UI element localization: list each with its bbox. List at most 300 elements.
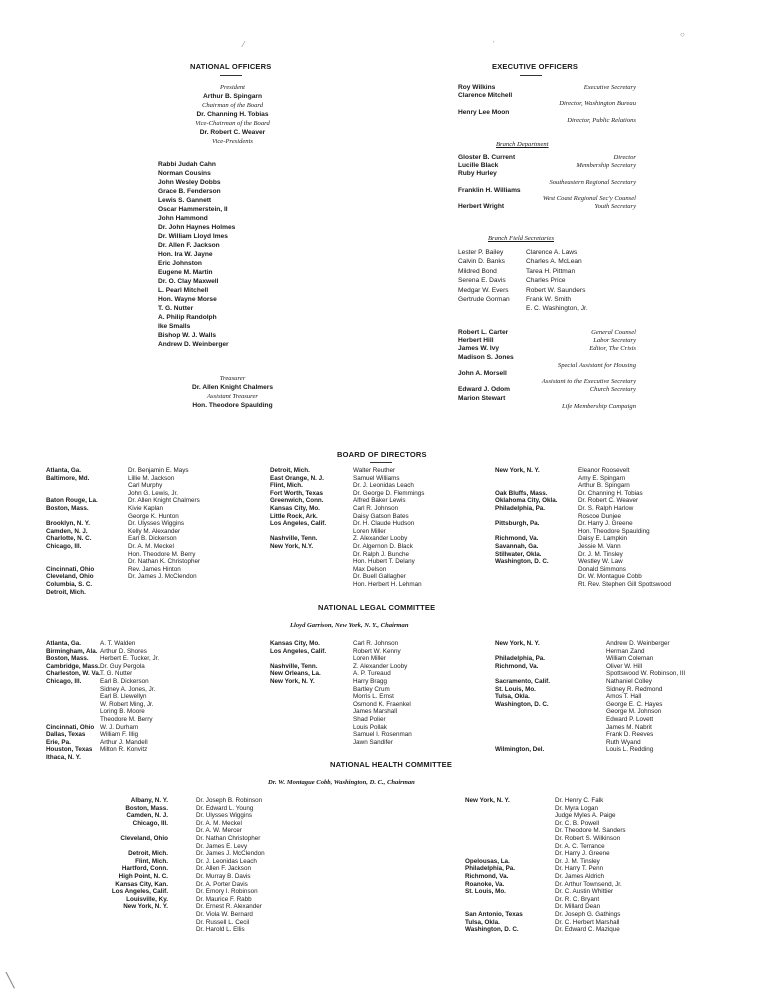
vice-president-name: Eric Johnston (158, 260, 202, 267)
legal-cities-1 (46, 640, 101, 762)
divider (370, 462, 392, 463)
board-names-1 (128, 467, 200, 581)
city-label: Kansas City, Kan. (115, 880, 168, 888)
city-label: Brooklyn, N. Y. (46, 520, 90, 528)
city-label: Cleveland, Ohio (120, 834, 168, 842)
city-label: Fort Worth, Texas (270, 489, 323, 497)
city-label: Camden, N. J. (46, 527, 88, 535)
city-label: St. Louis, Mo. (465, 888, 506, 896)
vice-presidents-list (158, 160, 235, 349)
scan-mark: ˏ (492, 34, 495, 43)
exec-row (458, 83, 636, 91)
city-label (106, 827, 168, 835)
officer-title: Membership Secretary (576, 162, 636, 170)
city-label: Wilmington, Del. (495, 746, 545, 754)
city-label (495, 739, 550, 747)
health-names-2 (555, 797, 626, 934)
member-name: Morris L. Ernst (353, 693, 394, 701)
member-name: Dr. Theodore M. Sanders (555, 827, 626, 835)
officer-title: Director (613, 154, 636, 161)
exec-row (458, 369, 636, 377)
city-label (495, 724, 550, 732)
city-label: New York, N. Y. (495, 467, 540, 474)
officer-title: Labor Secretary (593, 337, 636, 345)
city-label (106, 843, 168, 851)
member-name: Dr. Emory I. Robinson (196, 888, 258, 896)
member-name: Dr. Harry J. Greene (578, 520, 633, 528)
member-name: Dr. James J. McClendon (128, 573, 197, 581)
member-name: Dr. Ulysses Wiggins (128, 520, 184, 528)
city-label: Philadelphia, Pa. (465, 865, 516, 873)
city-label: Philadelphia, Pa. (495, 655, 546, 663)
officer-title: Director, Washington Bureau (559, 100, 636, 108)
field-secretary-name: Serena E. Davis (458, 277, 506, 285)
officer-name: John A. Morsell (458, 369, 507, 377)
member-name: W. Robert Ming, Jr. (100, 700, 154, 708)
member-name: Daisy E. Lampkin (578, 535, 627, 543)
vice-president-name: Norman Cousins (158, 170, 211, 177)
member-name: Daisy Gatson Bates (353, 512, 409, 520)
city-label: High Point, N. C. (118, 872, 168, 880)
city-label: New York, N. Y. (270, 677, 315, 685)
exec-row (458, 353, 636, 361)
city-label: Greenwich, Conn. (270, 497, 324, 505)
member-name: Dr. R. C. Bryant (555, 895, 600, 903)
city-label: Los Angeles, Calif. (270, 520, 327, 528)
board-cities-3 (495, 467, 558, 566)
vice-president-name: Dr. John Haynes Holmes (158, 224, 236, 231)
member-name: Jessie M. Vann (578, 542, 621, 550)
member-name: W. J. Durham (100, 723, 139, 731)
member-name: Herman Zand (606, 647, 645, 655)
officer-title: Life Membership Campaign (562, 402, 636, 410)
member-name: Dr. Edward C. Mazique (555, 926, 620, 934)
member-name: Loring B. Moore (100, 708, 145, 716)
member-name: Frank D. Reeves (606, 731, 654, 739)
city-label: Detroit, Mich. (270, 467, 310, 474)
legal-names-2 (353, 640, 412, 746)
vice-president-name: Ike Smalls (158, 323, 191, 330)
member-name: Dr. Ernest R. Alexander (196, 903, 262, 911)
member-name: Dr. Edward L. Young (196, 804, 254, 812)
officer-title: Editor, The Crisis (589, 345, 636, 353)
legal-names-3 (606, 640, 685, 754)
member-name: Donald Simmons (578, 565, 626, 573)
member-name: Dr. Harold L. Ellis (196, 926, 245, 934)
city-label: Boston, Mass. (125, 804, 168, 812)
vice-president-name: Dr. William Lloyd Imes (158, 233, 228, 240)
vice-president-name: Lewis S. Gannett (158, 197, 212, 204)
national-officers-heading: NATIONAL OFFICERS (190, 62, 272, 71)
member-name: Dr. Joseph G. Gathings (555, 910, 621, 918)
member-name: Dr. C. B. Powell (555, 819, 600, 827)
city-label (46, 490, 98, 498)
city-label: Kansas City, Mo. (270, 504, 320, 512)
city-label (46, 558, 98, 566)
member-name: Carl R. Johnson (353, 640, 399, 647)
city-label (46, 708, 101, 716)
field-secretaries-heading: Branch Field Secretaries (488, 235, 555, 242)
officer-name: Henry Lee Moon (458, 108, 510, 116)
city-label (46, 701, 101, 709)
member-name: George K. Hunton (128, 512, 179, 520)
city-label: Birmingham, Ala. (46, 647, 98, 655)
legal-cities-3 (495, 640, 550, 754)
member-name: Dr. Millard Dean (555, 903, 601, 911)
officer-name: Gloster B. Current (458, 154, 516, 161)
member-name: Sidney R. Redmond (606, 685, 663, 693)
city-label: Charlotte, N. C. (46, 535, 92, 543)
member-name: Dr. A. M. Meckel (196, 819, 242, 827)
member-name: Harry Bragg (353, 677, 387, 685)
city-label (495, 708, 550, 716)
exec-row (458, 161, 636, 169)
member-name: Dr. H. Claude Hudson (353, 520, 415, 528)
officer-title: President (219, 84, 246, 91)
legal-names-1 (100, 640, 159, 754)
field-secretary-name: Medgar W. Evers (458, 286, 509, 294)
officer-name: Madison S. Jones (458, 353, 514, 361)
field-row (458, 257, 636, 266)
member-name: Lillie M. Jackson (128, 474, 175, 482)
city-label (465, 903, 523, 911)
national-officers-block (150, 83, 315, 146)
exec-row (458, 361, 636, 369)
city-label: Sacramento, Calif. (495, 677, 550, 685)
vice-president-name: A. Philip Randolph (158, 314, 217, 321)
board-cities-2 (270, 467, 326, 551)
executive-officers-heading: EXECUTIVE OFFICERS (492, 62, 579, 71)
member-name: George E. C. Hayes (606, 700, 663, 708)
city-label: Washington, D. C. (495, 700, 549, 708)
member-name: Edward P. Lovett (606, 715, 654, 723)
city-label: New York, N.Y. (270, 542, 314, 550)
member-name: Dr. Russell L. Cecil (196, 918, 250, 926)
member-name: Dr. Ralph J. Bunche (353, 550, 410, 558)
field-row (458, 286, 636, 295)
city-label: Cambridge, Mass. (46, 662, 100, 670)
field-row (458, 295, 636, 304)
member-name: Dr. Murray B. Davis (196, 872, 251, 880)
city-label: Tulsa, Okla. (495, 693, 530, 701)
member-name: Jawn Sandifer (353, 738, 393, 746)
member-name: Robert W. Kenny (353, 647, 401, 655)
member-name: Dr. Algernon D. Black (353, 542, 413, 550)
member-name: Louis L. Redding (606, 746, 654, 754)
officer-name: Franklin H. Williams (458, 186, 521, 194)
member-name: Dr. J. M. Tinsley (555, 857, 600, 865)
city-label: Atlanta, Ga. (46, 467, 81, 474)
city-label: Cincinnati, Ohio (46, 723, 95, 731)
member-name: Loren Miller (353, 655, 386, 663)
vice-president-name: T. G. Nutter (158, 305, 194, 312)
officer-title: Assistant to the Executive Secretary (541, 378, 636, 386)
member-name: Dr. Viola W. Bernard (196, 910, 253, 918)
member-name: Dr. Benjamin E. Mays (128, 467, 189, 474)
exec-row (458, 328, 636, 336)
city-label: Opelousas, La. (465, 857, 510, 865)
member-name: Dr. Channing H. Tobias (578, 489, 643, 497)
officer-title: West Coast Regional Sec'y Counsel (542, 194, 636, 202)
city-label: Houston, Texas (46, 746, 93, 754)
city-label: Dallas, Texas (46, 731, 86, 739)
field-secretary-name: Frank W. Smith (526, 295, 572, 303)
field-row (458, 276, 636, 285)
city-label (46, 482, 98, 490)
city-label (465, 896, 523, 904)
city-label: Detroit, Mich. (128, 850, 168, 858)
member-name: Andrew D. Weinberger (606, 640, 670, 647)
member-name: Dr. Buell Gallagher (353, 573, 406, 581)
member-name: Nathaniel Colley (606, 677, 652, 685)
divider (520, 75, 542, 76)
vice-president-name: Hon. Wayne Morse (158, 296, 217, 303)
officer-title: Special Assistant for Housing (557, 361, 636, 369)
member-name: Max Delson (353, 565, 387, 573)
treasurer-name: Dr. Allen Knight Chalmers (191, 384, 274, 391)
field-secretary-name: Tarea H. Pittman (526, 267, 576, 275)
branch-dept-heading: Branch Department (496, 141, 549, 148)
scan-mark: ○ (680, 30, 685, 39)
city-label: Tulsa, Okla. (465, 918, 500, 926)
officer-name: Dr. Robert C. Weaver (199, 129, 266, 136)
member-name: Dr. George D. Flemmings (353, 489, 425, 497)
member-name: Hon. Hubert T. Delany (353, 558, 415, 566)
member-name: Dr. J. Leonidas Leach (196, 857, 257, 865)
exec-row (458, 336, 636, 344)
member-name: Arthur D. Shores (100, 647, 147, 655)
city-label (465, 835, 523, 843)
city-label (465, 812, 523, 820)
treasurer-label: Treasurer (219, 375, 246, 382)
city-label: Ithaca, N. Y. (46, 753, 81, 761)
officer-name: Robert L. Carter (458, 329, 509, 336)
officer-title: Vice-Chairman of the Board (195, 120, 270, 127)
city-label: St. Louis, Mo. (495, 685, 536, 693)
city-label: San Antonio, Texas (465, 910, 523, 918)
city-label: Roanoke, Va. (465, 880, 505, 888)
city-label: Los Angeles, Calif. (111, 888, 168, 896)
city-label (495, 731, 550, 739)
member-name: John G. Lewis, Jr. (128, 489, 179, 497)
city-label: Hartford, Conn. (121, 865, 168, 873)
officer-title: Church Secretary (589, 386, 636, 394)
city-label (495, 475, 558, 483)
city-label (270, 655, 326, 663)
city-label: Detroit, Mich. (46, 588, 86, 596)
member-name: Dr. Henry C. Falk (555, 797, 604, 804)
city-label (495, 482, 558, 490)
exec-row (458, 194, 636, 202)
member-name: William Coleman (606, 655, 654, 663)
officer-name: Marion Stewart (458, 394, 506, 402)
member-name: Dr. Arthur Townsend, Jr. (555, 880, 622, 888)
city-label: Baton Rouge, La. (46, 497, 98, 505)
vice-president-name: Oscar Hammerstein, II (158, 206, 228, 213)
scan-mark: ╲ (6, 972, 15, 988)
officer-title: Executive Secretary (583, 84, 636, 91)
asst-treasurer-name: Hon. Theodore Spaulding (192, 402, 273, 409)
member-name: Loren Miller (353, 527, 386, 535)
exec-row (458, 202, 636, 210)
officer-title: Director, Public Relations (567, 116, 636, 124)
member-name: Dr. C. Austin Whittier (555, 888, 614, 896)
member-name: Dr. A. M. Meckel (128, 542, 174, 550)
member-name: Dr. W. Montague Cobb (578, 573, 642, 581)
city-label: New York, N. Y. (123, 903, 168, 911)
member-name: Dr. Robert S. Wilkinson (555, 834, 621, 842)
member-name: Dr. A. Porter Davis (196, 880, 248, 888)
asst-treasurer-label: Assistant Treasurer (207, 393, 258, 400)
member-name: James M. Nabrit (606, 723, 652, 731)
exec-row (458, 116, 636, 124)
member-name: Dr. Allen F. Jackson (196, 865, 251, 873)
exec-row (458, 99, 636, 107)
city-label: Chicago, Ill. (46, 677, 82, 685)
city-label: Atlanta, Ga. (46, 640, 81, 647)
member-name: Shad Polier (353, 715, 386, 723)
health-cities-1 (106, 797, 168, 911)
vice-president-name: Grace B. Fenderson (158, 188, 221, 195)
exec-row (458, 186, 636, 194)
exec-row (458, 169, 636, 177)
vice-president-name: Dr. Allen F. Jackson (158, 242, 220, 249)
field-secretary-name: Charles A. McLean (526, 258, 582, 266)
city-label: Camden, N. J. (126, 812, 168, 820)
branch-dept-list (458, 153, 636, 210)
city-label (465, 820, 523, 828)
field-secretary-name: Calvin D. Banks (458, 258, 505, 266)
field-secretary-name: Gertrude Gorman (458, 295, 510, 303)
member-name: Bartley Crum (353, 685, 390, 693)
city-label: New Orleans, La. (270, 670, 321, 678)
vice-president-name: Bishop W. J. Walls (158, 332, 217, 339)
member-name: Earl B. Dickerson (100, 677, 149, 685)
city-label: Little Rock, Ark. (270, 512, 318, 520)
member-name: Kelly M. Alexander (128, 527, 181, 535)
field-secretary-name: Mildred Bond (458, 267, 497, 275)
city-label: Pittsburgh, Pa. (495, 520, 540, 528)
city-label: Oak Bluffs, Mass. (495, 489, 548, 497)
legal-heading: NATIONAL LEGAL COMMITTEE (318, 603, 436, 612)
member-name: Earl B. Llewellyn (100, 693, 147, 701)
city-label (270, 528, 326, 536)
member-name: Dr. A. C. Terrance (555, 842, 605, 850)
city-label: Washington, D. C. (495, 558, 549, 566)
member-name: Hon. Theodore Spaulding (578, 527, 650, 535)
city-label: Nashville, Tenn. (270, 535, 318, 543)
member-name: Dr. Nathan Christopher (196, 834, 261, 842)
city-label (495, 513, 558, 521)
member-name: Alfred Baker Lewis (353, 497, 406, 505)
officers-list (150, 83, 315, 146)
member-name: Carl Murphy (128, 482, 163, 490)
member-name: Spottswood W. Robinson, III (606, 670, 686, 678)
city-label: Boston, Mass. (46, 655, 89, 663)
member-name: Dr. James E. Levy (196, 842, 248, 850)
member-name: Ruth Wyand (606, 738, 641, 746)
health-cities-2 (465, 797, 523, 934)
officer-name: Ruby Hurley (458, 170, 497, 178)
field-secretary-name: Robert W. Saunders (526, 286, 586, 294)
member-name: William F. Illig (100, 731, 139, 739)
vice-president-name: Dr. O. Clay Maxwell (158, 278, 219, 285)
member-name: Walter Reuther (353, 467, 396, 474)
officer-name: Edward J. Odom (458, 386, 511, 394)
city-label (465, 805, 523, 813)
member-name: George M. Johnson (606, 708, 662, 716)
city-label: Nashville, Tenn. (270, 662, 318, 670)
city-label: Louisville, Ky. (126, 895, 168, 903)
member-name: Dr. Harry T. Penn (555, 865, 604, 873)
member-name: Eleanor Roosevelt (578, 467, 630, 474)
board-cities-1 (46, 467, 98, 596)
officer-title: Vice-Presidents (211, 138, 253, 145)
member-name: Rt. Rev. Stephen Gill Spottswood (578, 580, 671, 588)
member-name: Dr. Maurice F. Rabb (196, 895, 252, 903)
officer-title: Youth Secretary (594, 203, 636, 211)
city-label (465, 843, 523, 851)
board-names-2 (353, 467, 424, 589)
member-name: Arthur B. Spingarn (578, 482, 630, 490)
field-row (458, 267, 636, 276)
member-name: Dr. J. Leonidas Leach (353, 482, 414, 490)
field-secretary-name: Lester P. Bailey (458, 249, 504, 256)
vice-president-name: John Wesley Dobbs (158, 179, 221, 186)
member-name: Kivie Kaplan (128, 504, 164, 512)
city-label (495, 528, 558, 536)
member-name: Z. Alexander Looby (353, 535, 408, 543)
field-row (458, 248, 636, 257)
officer-name: Clarence Mitchell (458, 92, 513, 100)
city-label: Savannah, Ga. (495, 542, 539, 550)
officer-title: Southeastern Regional Secretary (549, 178, 636, 186)
legal-chairman: Lloyd Garrison, New York, N. Y., Chairman (290, 622, 409, 629)
vice-president-name: L. Pearl Mitchell (158, 287, 209, 294)
member-name: Samuel I. Rosenman (353, 731, 412, 739)
city-label: Oklahoma City, Okla. (495, 497, 558, 505)
city-label (495, 716, 550, 724)
member-name: Dr. James Aldrich (555, 872, 604, 880)
exec-top-list (458, 83, 636, 124)
member-name: Milton R. Konvitz (100, 746, 148, 754)
officer-name: Arthur B. Spingarn (203, 93, 262, 100)
member-name: Earl B. Dickerson (128, 535, 177, 543)
city-label: New York, N. Y. (495, 640, 540, 647)
field-secretaries-list (458, 248, 636, 314)
city-label: Boston, Mass. (46, 504, 89, 512)
vice-president-name: Rabbi Judah Cahn (158, 161, 216, 168)
member-name: Hon. Herbert H. Lehman (353, 580, 422, 588)
city-label: Washington, D. C. (465, 926, 519, 934)
city-label: Richmond, Va. (465, 872, 509, 880)
health-heading: NATIONAL HEALTH COMMITTEE (330, 760, 453, 769)
officer-name: Dr. Channing H. Tobias (196, 111, 269, 118)
city-label (46, 693, 101, 701)
health-chairman: Dr. W. Montague Cobb, Washington, D. C., Chairman (268, 779, 415, 786)
city-label (465, 850, 523, 858)
city-label: Philadelphia, Pa. (495, 504, 546, 512)
city-label: Richmond, Va. (495, 535, 539, 543)
vice-president-name: Andrew D. Weinberger (158, 341, 229, 348)
member-name: Dr. S. Ralph Harlow (578, 504, 634, 512)
vice-president-name: Eugene M. Martin (158, 269, 213, 276)
member-name: Rev. James Hinton (128, 565, 181, 573)
vice-president-name: John Hammond (158, 215, 208, 222)
exec-row (458, 153, 636, 161)
member-name: Carl R. Johnson (353, 504, 399, 512)
member-name: Dr. Robert C. Weaver (578, 497, 639, 505)
